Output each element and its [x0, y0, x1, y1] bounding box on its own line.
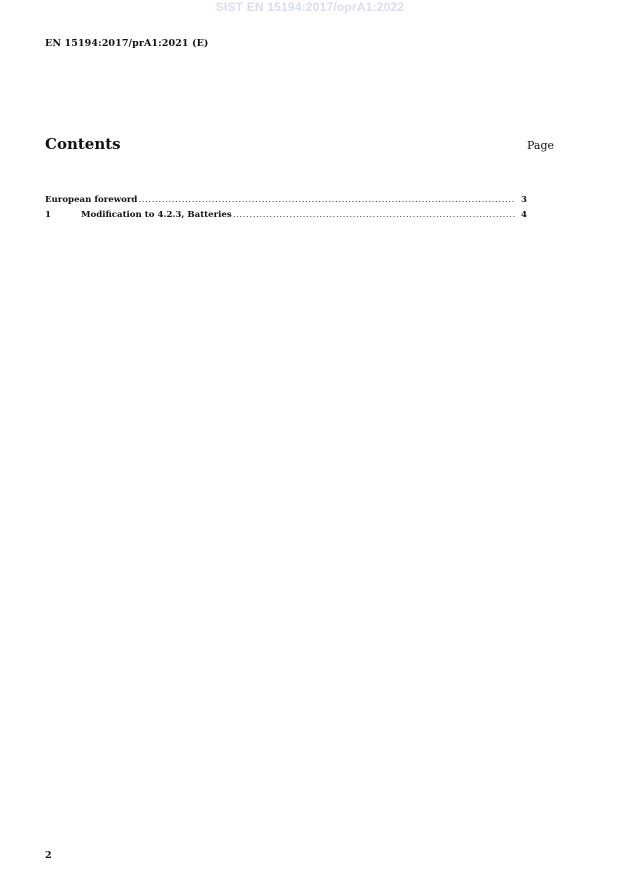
- table-of-contents: [45, 195, 527, 225]
- footer-page-number: 2: [45, 850, 52, 861]
- toc-entry-title: Modification to 4.2.3, Batteries: [81, 210, 232, 220]
- toc-entry-european-foreword[interactable]: [45, 195, 527, 210]
- toc-entry-page: 4: [521, 210, 527, 220]
- toc-entry-page: 3: [521, 195, 527, 205]
- document-identifier: EN 15194:2017/prA1:2021 (E): [45, 38, 209, 49]
- toc-entry-number: 1: [45, 210, 51, 220]
- contents-heading: Contents: [45, 135, 121, 153]
- toc-dot-leader: [233, 210, 515, 220]
- page-column-heading: Page: [527, 139, 555, 152]
- toc-dot-leader: [138, 195, 515, 205]
- toc-entry-modification-batteries[interactable]: [45, 210, 527, 225]
- toc-entry-title: European foreword: [45, 195, 138, 205]
- watermark: SIST EN 15194:2017/oprA1:2022: [215, 0, 405, 14]
